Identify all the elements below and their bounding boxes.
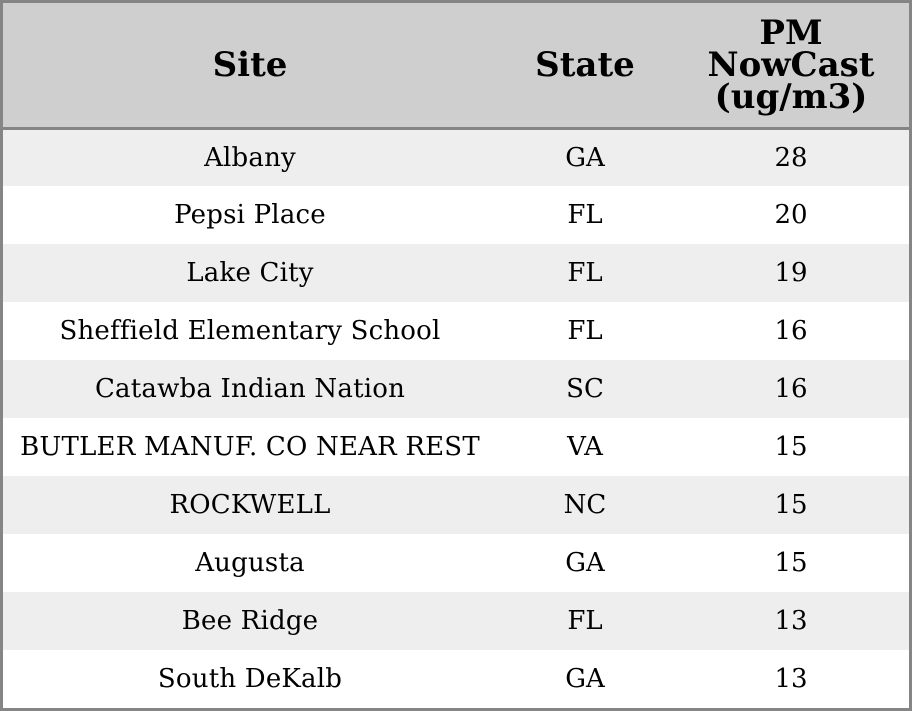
pm-nowcast-cell: 15 bbox=[774, 490, 808, 520]
pm-nowcast-cell: 13 bbox=[774, 606, 808, 636]
site-cell: BUTLER MANUF. CO NEAR REST bbox=[20, 432, 480, 462]
table-row bbox=[3, 650, 909, 708]
state-cell: GA bbox=[565, 664, 605, 694]
header-row bbox=[3, 3, 909, 128]
pm-nowcast-cell: 19 bbox=[774, 258, 808, 288]
site-cell: ROCKWELL bbox=[169, 490, 331, 520]
pm-header-line-2: NowCast bbox=[707, 44, 875, 85]
pm-header-line-1: PM bbox=[759, 12, 823, 53]
state-cell: FL bbox=[567, 200, 603, 230]
table-row bbox=[3, 534, 909, 592]
state-cell: GA bbox=[565, 548, 605, 578]
table-body bbox=[3, 128, 909, 708]
pm-nowcast-cell: 28 bbox=[774, 142, 808, 173]
pm-nowcast-cell: 15 bbox=[774, 548, 808, 578]
state-cell: VA bbox=[567, 432, 603, 462]
site-cell: Augusta bbox=[195, 548, 305, 578]
pm-nowcast-cell: 16 bbox=[774, 374, 808, 404]
site-cell: Pepsi Place bbox=[174, 200, 326, 230]
table-row bbox=[3, 244, 909, 302]
table-row bbox=[3, 592, 909, 650]
table-row bbox=[3, 302, 909, 360]
site-cell: Lake City bbox=[186, 258, 314, 288]
table-row bbox=[3, 186, 909, 244]
table-row bbox=[3, 360, 909, 418]
table-header bbox=[3, 3, 909, 128]
site-cell: Sheffield Elementary School bbox=[59, 316, 441, 346]
state-cell: GA bbox=[565, 142, 605, 173]
state-cell: FL bbox=[567, 258, 603, 288]
site-cell: Bee Ridge bbox=[181, 606, 319, 636]
pm-nowcast-cell: 16 bbox=[774, 316, 808, 346]
site-cell: Albany bbox=[204, 142, 296, 173]
site-cell: South DeKalb bbox=[157, 664, 343, 694]
pm-header-line-3: (ug/m3) bbox=[714, 76, 868, 117]
column-header-site: Site bbox=[3, 3, 497, 128]
column-header-state: State bbox=[497, 3, 673, 128]
table-row bbox=[3, 128, 909, 186]
pm-nowcast-cell: 13 bbox=[774, 664, 808, 694]
site-cell: Catawba Indian Nation bbox=[94, 374, 406, 404]
state-cell: FL bbox=[567, 316, 603, 346]
state-cell: SC bbox=[566, 374, 604, 404]
pm-nowcast-cell: 15 bbox=[774, 432, 808, 462]
state-cell: NC bbox=[563, 490, 607, 520]
table-row bbox=[3, 418, 909, 476]
column-header-pm-nowcast bbox=[673, 3, 909, 128]
pm-nowcast-cell: 20 bbox=[774, 200, 808, 230]
state-cell: FL bbox=[567, 606, 603, 636]
table-row bbox=[3, 476, 909, 534]
pm-nowcast-table bbox=[3, 3, 909, 708]
